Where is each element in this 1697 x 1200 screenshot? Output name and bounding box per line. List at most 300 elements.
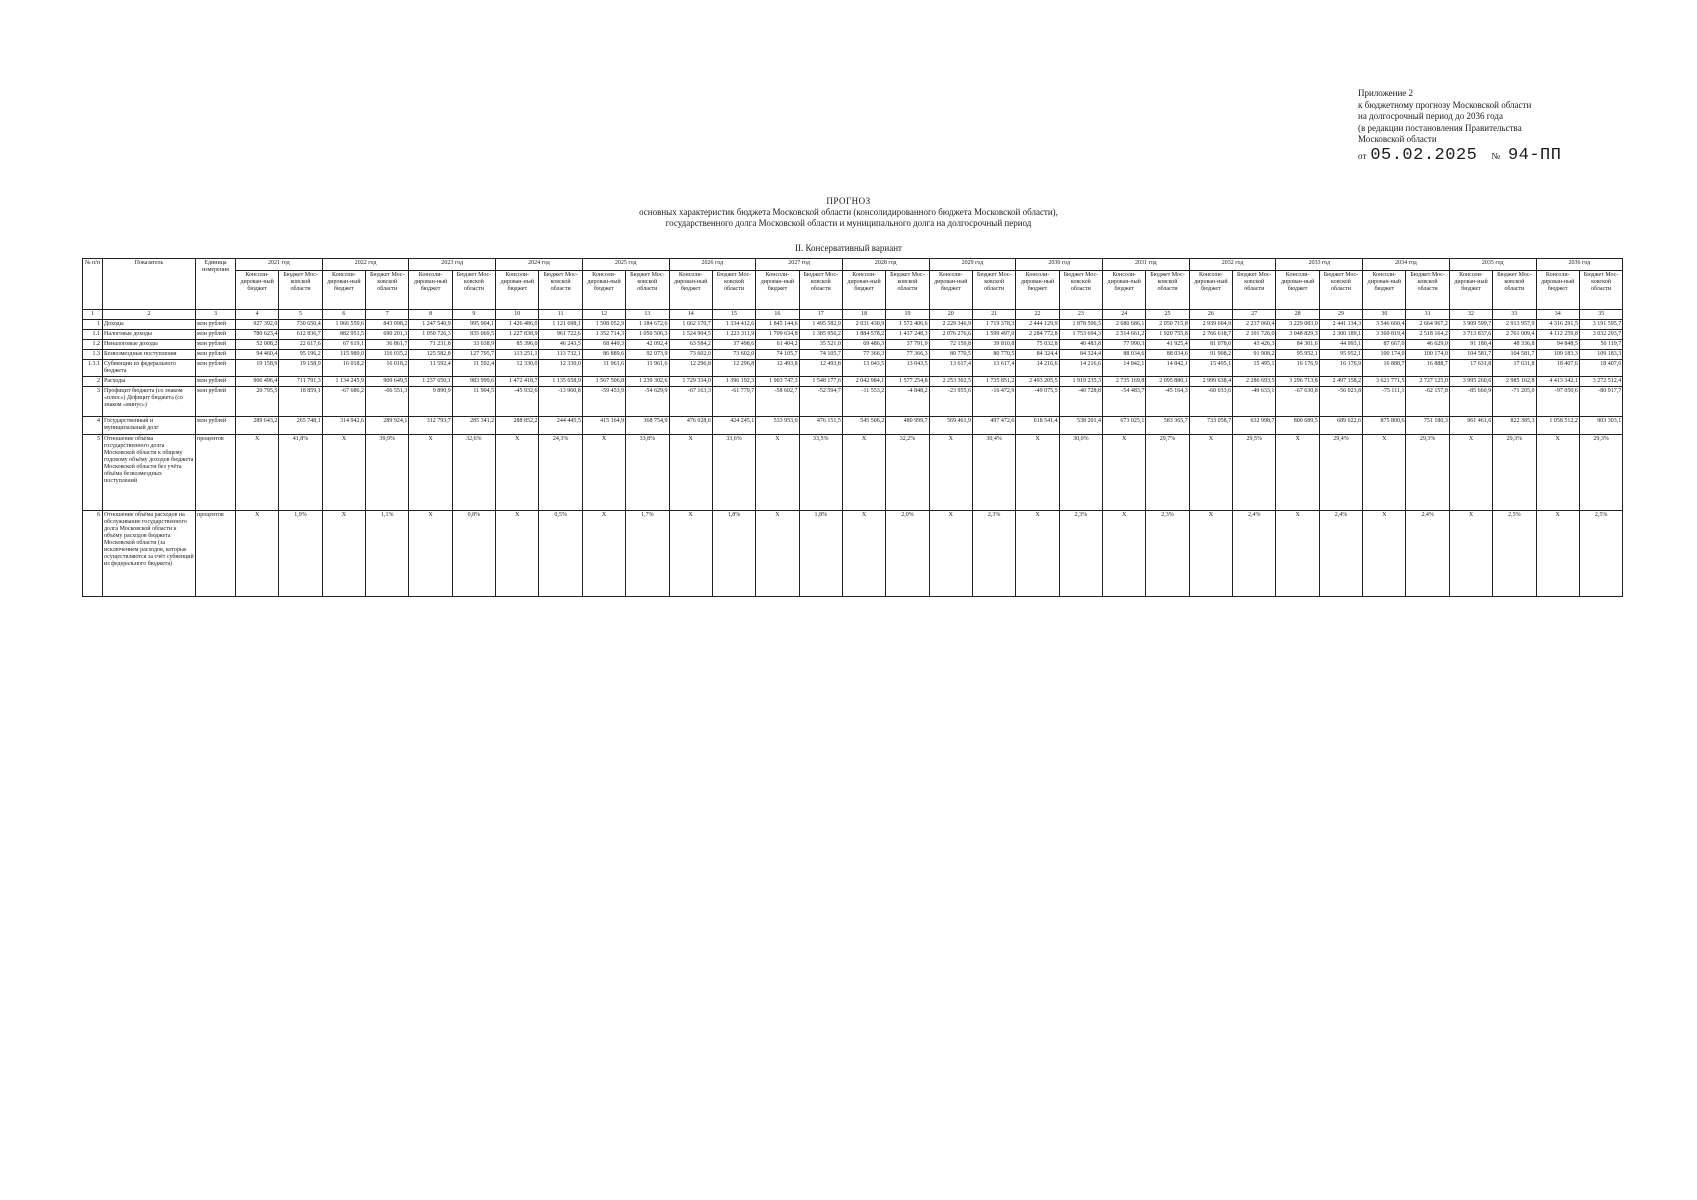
value-cell: 903 303,1 <box>1579 417 1622 435</box>
value-cell: 16 888,7 <box>1363 360 1406 377</box>
value-cell: 314 942,6 <box>322 417 365 435</box>
regional-budget-header: Бюджет Мос-ковской области <box>1493 271 1536 310</box>
value-cell: 1 548 177,6 <box>799 377 842 387</box>
row-indicator: Отношение объёма расходов на обслуживание государственного долга Московской области к объёму расходов бюджета Московской области (за исключением расходов, которые осуществляются за счёт субвенций из федерального бюджета) <box>103 511 196 597</box>
value-cell: 69 486,3 <box>842 340 885 350</box>
value-cell: 2 680 686,1 <box>1103 320 1146 330</box>
value-cell: 730 650,4 <box>279 320 322 330</box>
value-cell: 2 735 169,8 <box>1103 377 1146 387</box>
value-cell: 2,4% <box>1233 511 1276 597</box>
value-cell: X <box>1103 511 1146 597</box>
regional-budget-header: Бюджет Мос-ковской области <box>279 271 322 310</box>
value-cell: 127 795,7 <box>452 350 495 360</box>
value-cell: 33,5% <box>799 435 842 511</box>
value-cell: -85 660,9 <box>1449 387 1492 417</box>
value-cell: 16 176,9 <box>1276 360 1319 377</box>
value-cell: 1 437 248,3 <box>886 330 929 340</box>
column-number: 1 <box>83 310 103 320</box>
value-cell: 29,7% <box>1146 435 1189 511</box>
column-number: 19 <box>886 310 929 320</box>
value-cell: 2,3% <box>972 511 1015 597</box>
year-header: 2029 год <box>929 259 1016 271</box>
value-cell: 1 719 378,3 <box>972 320 1015 330</box>
column-number: 21 <box>972 310 1015 320</box>
decree-date-number <box>1358 146 1561 165</box>
table-row <box>83 417 1623 435</box>
value-cell: 39,9% <box>366 435 409 511</box>
column-number: 18 <box>842 310 885 320</box>
value-cell: 13 617,4 <box>972 360 1015 377</box>
value-cell: 109 183,3 <box>1579 350 1622 360</box>
value-cell: 2 497 158,2 <box>1319 377 1362 387</box>
row-unit: млн рублей <box>196 330 236 340</box>
appendix-line: Приложение 2 <box>1358 88 1414 98</box>
consolidated-budget-header: Консоли-дирован-ный бюджет <box>322 271 365 310</box>
value-cell: 52 008,2 <box>236 340 279 350</box>
row-indicator: Отношение объёма государственного долга Московской области к общему годовому объёму доходов бюджета Московской области без учёта объёма безвозмездных поступлений <box>103 435 196 511</box>
value-cell: 95 952,1 <box>1319 350 1362 360</box>
value-cell: 16 018,2 <box>366 360 409 377</box>
value-cell: 751 180,3 <box>1406 417 1449 435</box>
value-cell: 1 426 486,0 <box>496 320 539 330</box>
value-cell: 3 909 599,7 <box>1449 320 1492 330</box>
column-number: 3 <box>196 310 236 320</box>
value-cell: -23 955,6 <box>929 387 972 417</box>
value-cell: 289 643,2 <box>236 417 279 435</box>
value-cell: 0,8% <box>452 511 495 597</box>
value-cell: 2,3% <box>1059 511 1102 597</box>
value-cell: 3 621 771,5 <box>1363 377 1406 387</box>
value-cell: 24,3% <box>539 435 582 511</box>
row-indicator: Расходы <box>103 377 196 387</box>
value-cell: -61 779,7 <box>712 387 755 417</box>
row-number: 1.3.1 <box>83 360 103 377</box>
column-number: 8 <box>409 310 452 320</box>
value-cell: 2 286 693,5 <box>1233 377 1276 387</box>
value-cell: 14 842,1 <box>1103 360 1146 377</box>
value-cell: 85 396,0 <box>496 340 539 350</box>
value-cell: 1 878 506,5 <box>1059 320 1102 330</box>
value-cell: X <box>1449 435 1492 511</box>
value-cell: 1 334 412,6 <box>712 320 755 330</box>
value-cell: 13 617,4 <box>929 360 972 377</box>
regional-budget-header: Бюджет Мос-ковской области <box>799 271 842 310</box>
value-cell: 72 159,8 <box>929 340 972 350</box>
value-cell: -59 453,9 <box>582 387 625 417</box>
value-cell: 80 770,5 <box>972 350 1015 360</box>
value-cell: 116 035,2 <box>366 350 409 360</box>
row-indicator: Доходы <box>103 320 196 330</box>
value-cell: 2,4% <box>1319 511 1362 597</box>
value-cell: 1 184 672,6 <box>626 320 669 330</box>
row-unit: млн рублей <box>196 340 236 350</box>
column-number: 34 <box>1536 310 1579 320</box>
value-cell: 822 385,3 <box>1493 417 1536 435</box>
value-cell: 94 848,5 <box>1536 340 1579 350</box>
column-number: 33 <box>1493 310 1536 320</box>
value-cell: 2 939 604,9 <box>1189 320 1232 330</box>
header-unit: Единица измерения <box>196 259 236 310</box>
value-cell: 1 919 235,3 <box>1059 377 1102 387</box>
value-cell: 100 174,0 <box>1406 350 1449 360</box>
value-cell: 673 025,1 <box>1103 417 1146 435</box>
value-cell: 2 514 661,2 <box>1103 330 1146 340</box>
value-cell: -11 553,2 <box>842 387 885 417</box>
value-cell: 36 861,7 <box>366 340 409 350</box>
value-cell: 1 495 582,9 <box>799 320 842 330</box>
value-cell: 1 572 406,6 <box>886 320 929 330</box>
value-cell: 780 623,4 <box>236 330 279 340</box>
value-cell: 9 890,9 <box>409 387 452 417</box>
value-cell: 20 795,5 <box>236 387 279 417</box>
column-number: 7 <box>366 310 409 320</box>
table-row <box>83 435 1623 511</box>
value-cell: 0,5% <box>539 511 582 597</box>
value-cell: 19 158,9 <box>279 360 322 377</box>
value-cell: 88 034,6 <box>1146 350 1189 360</box>
value-cell: 75 032,8 <box>1016 340 1059 350</box>
table-row <box>83 320 1623 330</box>
value-cell: 1 753 694,3 <box>1059 330 1102 340</box>
value-cell: 1 058 512,2 <box>1536 417 1579 435</box>
value-cell: X <box>842 511 885 597</box>
table-row <box>83 330 1623 340</box>
value-cell: 2 237 060,4 <box>1233 320 1276 330</box>
value-cell: 17 631,8 <box>1449 360 1492 377</box>
value-cell: 2 300 189,1 <box>1319 330 1362 340</box>
regional-budget-header: Бюджет Мос-ковской области <box>1319 271 1362 310</box>
value-cell: 92 073,9 <box>626 350 669 360</box>
value-cell: 11 592,4 <box>452 360 495 377</box>
value-cell: 2 761 009,4 <box>1493 330 1536 340</box>
value-cell: 29,5% <box>1233 435 1276 511</box>
decree-number-sign: № <box>1491 151 1500 161</box>
value-cell: 11 904,5 <box>452 387 495 417</box>
value-cell: 1 884 578,2 <box>842 330 885 340</box>
value-cell: 12 493,8 <box>756 360 799 377</box>
value-cell: 74 105,7 <box>756 350 799 360</box>
value-cell: 618 541,4 <box>1016 417 1059 435</box>
row-indicator: Неналоговые доходы <box>103 340 196 350</box>
value-cell: 1 577 254,8 <box>886 377 929 387</box>
value-cell: 569 461,9 <box>929 417 972 435</box>
value-cell: 3 032 293,7 <box>1579 330 1622 340</box>
appendix-line: Московской области <box>1358 134 1437 144</box>
consolidated-budget-header: Консоли-дирован-ный бюджет <box>582 271 625 310</box>
table-row <box>83 387 1623 417</box>
year-header: 2032 год <box>1189 259 1276 271</box>
value-cell: 2 031 430,9 <box>842 320 885 330</box>
value-cell: 690 201,3 <box>366 330 409 340</box>
value-cell: 16 018,2 <box>322 360 365 377</box>
value-cell: 42 092,4 <box>626 340 669 350</box>
value-cell: X <box>236 435 279 511</box>
value-cell: 33,6% <box>712 435 755 511</box>
row-number: 3 <box>83 387 103 417</box>
value-cell: 32,2% <box>886 435 929 511</box>
value-cell: 1,8% <box>712 511 755 597</box>
appendix-block <box>1358 88 1658 146</box>
row-number: 1 <box>83 320 103 330</box>
value-cell: 35 521,0 <box>799 340 842 350</box>
value-cell: 91 180,4 <box>1449 340 1492 350</box>
value-cell: X <box>929 511 972 597</box>
value-cell: X <box>669 435 712 511</box>
column-number: 29 <box>1319 310 1362 320</box>
value-cell: X <box>1103 435 1146 511</box>
value-cell: 1 567 506,8 <box>582 377 625 387</box>
regional-budget-header: Бюджет Мос-ковской области <box>886 271 929 310</box>
year-header: 2023 год <box>409 259 496 271</box>
forecast-table <box>82 258 1623 597</box>
value-cell: 44 993,1 <box>1319 340 1362 350</box>
value-cell: 875 800,6 <box>1363 417 1406 435</box>
consolidated-budget-header: Консоли-дирован-ный бюджет <box>842 271 885 310</box>
value-cell: 113 251,1 <box>496 350 539 360</box>
value-cell: 15 495,1 <box>1233 360 1276 377</box>
value-cell: 909 649,5 <box>366 377 409 387</box>
value-cell: 17 631,8 <box>1493 360 1536 377</box>
value-cell: 476 028,6 <box>669 417 712 435</box>
value-cell: 2 518 164,2 <box>1406 330 1449 340</box>
column-number: 35 <box>1579 310 1622 320</box>
row-indicator: Профицит бюджета (со знаком «плюс») Дефицит бюджета (со знаком «минус») <box>103 387 196 417</box>
value-cell: 40 483,8 <box>1059 340 1102 350</box>
value-cell: 3 296 713,8 <box>1276 377 1319 387</box>
value-cell: 1 524 904,5 <box>669 330 712 340</box>
table-row <box>83 340 1623 350</box>
value-cell: 1 223 311,9 <box>712 330 755 340</box>
year-header: 2027 год <box>756 259 843 271</box>
value-cell: 497 472,6 <box>972 417 1015 435</box>
column-number: 28 <box>1276 310 1319 320</box>
value-cell: 2 493 205,5 <box>1016 377 1059 387</box>
value-cell: 995 904,1 <box>452 320 495 330</box>
value-cell: 115 989,0 <box>322 350 365 360</box>
value-cell: 109 183,3 <box>1536 350 1579 360</box>
value-cell: 14 216,6 <box>1059 360 1102 377</box>
year-header: 2024 год <box>496 259 583 271</box>
value-cell: -62 157,8 <box>1406 387 1449 417</box>
value-cell: 4 112 259,8 <box>1536 330 1579 340</box>
value-cell: -45 932,6 <box>496 387 539 417</box>
value-cell: 94 460,4 <box>236 350 279 360</box>
value-cell: -40 728,8 <box>1059 387 1102 417</box>
value-cell: -49 075,5 <box>1016 387 1059 417</box>
value-cell: 77 990,3 <box>1103 340 1146 350</box>
column-number: 17 <box>799 310 842 320</box>
year-header: 2025 год <box>582 259 669 271</box>
value-cell: 95 952,1 <box>1276 350 1319 360</box>
regional-budget-header: Бюджет Мос-ковской области <box>972 271 1015 310</box>
appendix-line: к бюджетному прогнозу Московской области <box>1358 99 1532 110</box>
column-number: 24 <box>1103 310 1146 320</box>
document-subtitle-line2: государственного долга Московской области и муниципального долга на долгосрочный период <box>665 218 1032 228</box>
value-cell: 285 341,2 <box>452 417 495 435</box>
value-cell: 1 508 052,9 <box>582 320 625 330</box>
consolidated-budget-header: Консоли-дирован-ный бюджет <box>1449 271 1492 310</box>
value-cell: 73 602,0 <box>712 350 755 360</box>
value-cell: 30,0% <box>1059 435 1102 511</box>
value-cell: 12 330,0 <box>496 360 539 377</box>
value-cell: 11 961,6 <box>626 360 669 377</box>
value-cell: -75 111,1 <box>1363 387 1406 417</box>
value-cell: 612 836,7 <box>279 330 322 340</box>
value-cell: 3 713 837,6 <box>1449 330 1492 340</box>
value-cell: -49 633,1 <box>1233 387 1276 417</box>
column-number: 6 <box>322 310 365 320</box>
value-cell: X <box>236 511 279 597</box>
header-num: № п/п <box>83 259 103 310</box>
value-cell: 368 754,9 <box>626 417 669 435</box>
value-cell: 2,5% <box>1579 511 1622 597</box>
value-cell: 39 810,8 <box>972 340 1015 350</box>
value-cell: X <box>582 435 625 511</box>
value-cell: 843 098,2 <box>366 320 409 330</box>
value-cell: 29,3% <box>1493 435 1536 511</box>
consolidated-budget-header: Консоли-дирован-ный бюджет <box>1536 271 1579 310</box>
row-unit: млн рублей <box>196 387 236 417</box>
value-cell: 3 995 260,6 <box>1449 377 1492 387</box>
value-cell: 1 239 302,6 <box>626 377 669 387</box>
value-cell: 1 066 559,6 <box>322 320 365 330</box>
value-cell: X <box>1363 511 1406 597</box>
value-cell: -16 472,9 <box>972 387 1015 417</box>
value-cell: 1 135 658,9 <box>539 377 582 387</box>
row-number: 2 <box>83 377 103 387</box>
row-unit: процентов <box>196 511 236 597</box>
consolidated-budget-header: Консоли-дирован-ный бюджет <box>1189 271 1232 310</box>
consolidated-budget-header: Консоли-дирован-ный бюджет <box>756 271 799 310</box>
value-cell: 77 366,3 <box>886 350 929 360</box>
regional-budget-header: Бюджет Мос-ковской области <box>1406 271 1449 310</box>
regional-budget-header: Бюджет Мос-ковской области <box>1233 271 1276 310</box>
value-cell: 95 196,2 <box>279 350 322 360</box>
column-number: 15 <box>712 310 755 320</box>
value-cell: -52 594,7 <box>799 387 842 417</box>
value-cell: 632 998,7 <box>1233 417 1276 435</box>
value-cell: 1 050 726,3 <box>409 330 452 340</box>
value-cell: 2,0% <box>886 511 929 597</box>
value-cell: 113 732,1 <box>539 350 582 360</box>
row-number: 1.1 <box>83 330 103 340</box>
value-cell: 61 404,2 <box>756 340 799 350</box>
row-unit: млн рублей <box>196 320 236 330</box>
value-cell: 18 407,6 <box>1579 360 1622 377</box>
value-cell: X <box>1016 511 1059 597</box>
value-cell: -45 164,3 <box>1146 387 1189 417</box>
row-indicator: Безвозмездные поступления <box>103 350 196 360</box>
value-cell: 88 034,6 <box>1103 350 1146 360</box>
value-cell: X <box>756 511 799 597</box>
column-number: 22 <box>1016 310 1059 320</box>
value-cell: 12 330,0 <box>539 360 582 377</box>
row-indicator: Субвенции из федерального бюджета <box>103 360 196 377</box>
value-cell: 1 920 755,8 <box>1146 330 1189 340</box>
value-cell: 289 924,1 <box>366 417 409 435</box>
column-number: 12 <box>582 310 625 320</box>
value-cell: X <box>1536 435 1579 511</box>
value-cell: X <box>1189 511 1232 597</box>
appendix-line: на долгосрочный период до 2036 года <box>1358 111 1503 121</box>
value-cell: 2 284 772,8 <box>1016 330 1059 340</box>
value-cell: 13 043,5 <box>886 360 929 377</box>
regional-budget-header: Бюджет Мос-ковской области <box>1146 271 1189 310</box>
row-number: 1.3 <box>83 350 103 360</box>
value-cell: 22 617,6 <box>279 340 322 350</box>
value-cell: 73 602,0 <box>669 350 712 360</box>
value-cell: X <box>842 435 885 511</box>
value-cell: -80 917,7 <box>1579 387 1622 417</box>
value-cell: 30,4% <box>972 435 1015 511</box>
value-cell: 18 859,1 <box>279 387 322 417</box>
value-cell: 1,7% <box>626 511 669 597</box>
value-cell: 43 426,3 <box>1233 340 1276 350</box>
value-cell: 41,8% <box>279 435 322 511</box>
regional-budget-header: Бюджет Мос-ковской области <box>626 271 669 310</box>
value-cell: 19 158,9 <box>236 360 279 377</box>
value-cell: 2 050 715,8 <box>1146 320 1189 330</box>
value-cell: 1,9% <box>279 511 322 597</box>
value-cell: X <box>1449 511 1492 597</box>
value-cell: 733 058,7 <box>1189 417 1232 435</box>
value-cell: 37 498,6 <box>712 340 755 350</box>
value-cell: X <box>1536 511 1579 597</box>
appendix-line: (в редакции постановления Правительства <box>1358 122 1522 133</box>
value-cell: 583 365,7 <box>1146 417 1189 435</box>
value-cell: X <box>1016 435 1059 511</box>
value-cell: 50 119,7 <box>1579 340 1622 350</box>
value-cell: 104 581,7 <box>1493 350 1536 360</box>
value-cell: 74 105,7 <box>799 350 842 360</box>
column-number: 31 <box>1406 310 1449 320</box>
value-cell: 415 164,9 <box>582 417 625 435</box>
table-row <box>83 511 1623 597</box>
regional-budget-header: Бюджет Мос-ковской области <box>366 271 409 310</box>
year-header: 2031 год <box>1103 259 1190 271</box>
decree-date: 05.02.2025 <box>1370 146 1478 165</box>
value-cell: 2 444 129,9 <box>1016 320 1059 330</box>
value-cell: 1 134 245,9 <box>322 377 365 387</box>
value-cell: 41 925,4 <box>1146 340 1189 350</box>
consolidated-budget-header: Консоли-дирован-ный бюджет <box>929 271 972 310</box>
document-title: ПРОГНОЗ <box>826 196 871 206</box>
column-number: 2 <box>103 310 196 320</box>
row-unit: млн рублей <box>196 360 236 377</box>
value-cell: 689 022,6 <box>1319 417 1362 435</box>
value-cell: 91 908,2 <box>1189 350 1232 360</box>
regional-budget-header: Бюджет Мос-ковской области <box>712 271 755 310</box>
value-cell: 104 581,7 <box>1449 350 1492 360</box>
row-indicator: Налоговые доходы <box>103 330 196 340</box>
column-number: 30 <box>1363 310 1406 320</box>
value-cell: -66 551,3 <box>366 387 409 417</box>
value-cell: 12 493,8 <box>799 360 842 377</box>
value-cell: 2,5% <box>1493 511 1536 597</box>
value-cell: 2 095 880,1 <box>1146 377 1189 387</box>
value-cell: 4 413 342,1 <box>1536 377 1579 387</box>
value-cell: 11 961,6 <box>582 360 625 377</box>
year-header: 2033 год <box>1276 259 1363 271</box>
value-cell: 1 121 698,1 <box>539 320 582 330</box>
value-cell: 46 243,5 <box>539 340 582 350</box>
value-cell: 84 324,4 <box>1059 350 1102 360</box>
value-cell: 2 664 967,2 <box>1406 320 1449 330</box>
value-cell: 2 999 638,4 <box>1189 377 1232 387</box>
value-cell: 983 999,6 <box>452 377 495 387</box>
value-cell: 961 722,6 <box>539 330 582 340</box>
value-cell: 3 272 512,4 <box>1579 377 1622 387</box>
